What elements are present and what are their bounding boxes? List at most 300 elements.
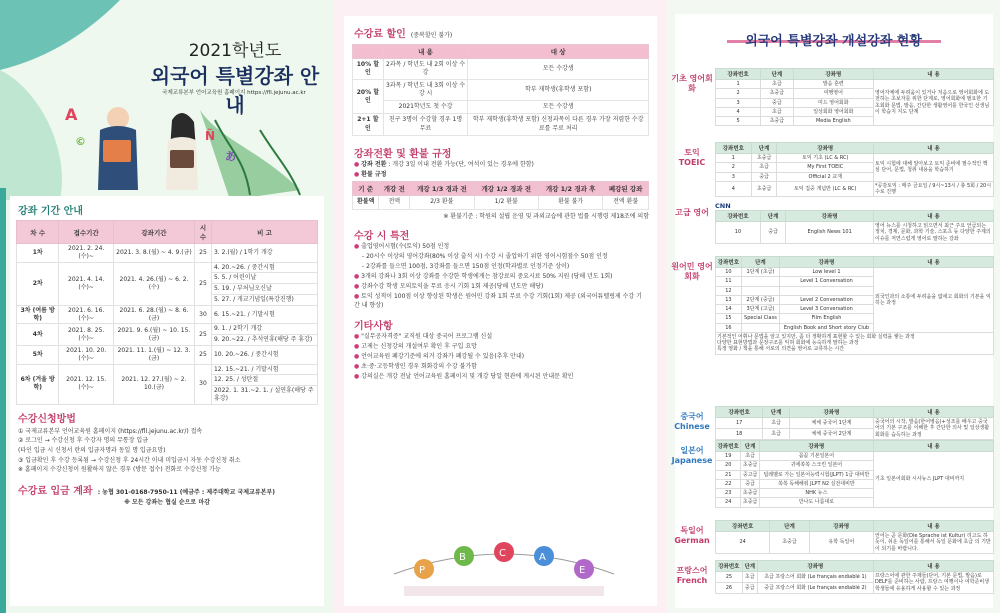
- schedule-cell: 2021. 2. 24.(수)~: [59, 244, 114, 263]
- course-desc-line: 특정 영화 / 책을 통해 서로의 의견을 영어로 교류하는 시간: [717, 346, 845, 353]
- course-cell: [780, 286, 874, 295]
- benefit-item: [354, 292, 647, 312]
- course-cell: 24: [716, 532, 770, 554]
- schedule-cell: 4차: [17, 324, 59, 346]
- course-header: 강좌명: [789, 407, 873, 418]
- schedule-note: 6. 15.~21. / 기말시험: [211, 305, 317, 324]
- course-cell: Level 3 Conversation: [780, 305, 874, 314]
- schedule-cell: 2021. 8. 25.(수)~: [59, 324, 114, 346]
- refund-header: 개강 1/2 경과 전: [474, 182, 538, 196]
- schedule-row: [17, 364, 318, 375]
- schedule-table: [16, 220, 318, 405]
- svg-text:C: C: [499, 548, 506, 559]
- schedule-note: 10. 20.~26. / 중간시험: [211, 345, 317, 364]
- course-cell: Film English: [780, 314, 874, 323]
- course-header: 강좌명: [759, 441, 873, 452]
- svg-text:あ: あ: [225, 150, 236, 163]
- schedule-row: [17, 345, 318, 364]
- course-cell: 초급: [763, 428, 790, 439]
- course-header-row: [716, 69, 994, 80]
- refund-cell: 전액 환불: [603, 196, 649, 209]
- course-cell: 초급: [763, 418, 790, 429]
- course-header: 단계: [742, 561, 757, 572]
- course-desc-line: 다양한 표현방법과 문장구조를 익혀 회화에 능숙하게 말하는 과정: [717, 340, 859, 346]
- hero-title: 외국어 특별강좌 안내: [150, 64, 320, 117]
- apply-step: ① 국제교류본부 언어교육원 홈페이지 (https://fll.jejunu.ac.kr/) 접속: [18, 427, 203, 435]
- course-header-row: [716, 521, 994, 532]
- schedule-cell: 2021. 12. 27.(월) ~ 2. 10.(금): [113, 364, 194, 404]
- schedule-card: [10, 196, 324, 606]
- benefits-card: 수강료 할인 (중복할인 불가) 내 용 대 상 10% 할인 2과목 / 학년도 내 2회 이상 수강 모든 수강생 20% 할인 3과목 / 학년도 내 3회 이상 수강 시 학부 재학생(휴학생 포함) 2021학년도 첫 수강 모든 수강생 2+1 할인 친구 3명이 수강할 경우 1명 무료 학부 재학생(휴학생 포함) 신청과목이 다른 경우 가장 저렴한 수강료를 무료 처리 강좌전환 및 환불 규정 ● 강좌 전환 : 개강 3일 이내 전환 가능(단, 여석이 있는 경우에 한함) ● 환불 규정 기 준 개강 전 개강 1/3 경과 전 개강 1/2 경과 전 개강 1/2 경과 후 폐강된 강좌 환불액 전액 2/3 환불 1/2 환불 환불 불가 전액 환불 ※ 환불기준 : 학원의 설립 운영 및 과외교습에 관한 법률 시행령 제18조에 의함 수강 시 특전 ● 출업영어시험(수(토익) 50점 인정 - 20시수 이상의 영어강좌(80% 이상 출석 시) 수강 시 졸업하기 위한 영어시험점수 50점 인정 - 2강좌를 들으면 100점, 3강좌를 들으면 150점 인정(학과별로 인정기준 상이) ● 3개의 강좌나 3회 이상 강좌를 수강한 학생에게는 참강료의 중요시료 50% 지원 (당해 년도 1회) ● 강좌수강 학생 모의토익을 무료 응시 기회 1회 제공(당해 년도만 해당) ● 토익 성적이 100점 이상 향상된 학생은 원어민 강좌 1회 무료 수강 기회(1회) 제공 (외국어튜텔링제 수강 기간 내 향상) 기타사항 ● "실무공자격증" 교직원 대상 중국어 프로그램 신설 ● 고제는 신청강의 개설여부 확인 후 구입 요망 ● 언어교육원 폐강기준에 의거 강좌가 폐강될 수 있음(추후 안내) ● 초·중·고등학생인 경우 회화강의 수강 불가함 ● 강의실은 개강 전날 언어교육원 홈페이지 및 개강 당일 현관에 게시된 안내문 확인 P B C A E: [344, 16, 657, 606]
- course-header-row: [716, 441, 994, 452]
- schedule-header: 강좌기간: [113, 221, 194, 244]
- etc-item: [354, 372, 647, 382]
- refund-header: 개강 1/3 경과 전: [410, 182, 474, 196]
- etc-item: [354, 362, 647, 372]
- course-cell: 3: [716, 172, 752, 181]
- discount-cell: 모든 수강생: [468, 59, 649, 80]
- course-cell: 10: [716, 222, 761, 244]
- course-row: [716, 572, 994, 583]
- course-cell: [741, 277, 779, 286]
- course-language: 프랑스어 French: [676, 566, 708, 585]
- course-table: [715, 406, 994, 440]
- discount-cell: 모든 수강생: [468, 101, 649, 114]
- etc-text: "실무공자격증" 교직원 대상 중국어 프로그램 신설: [361, 333, 493, 341]
- course-header: 강좌번호: [716, 143, 752, 154]
- bullet-icon: ●: [354, 333, 362, 341]
- bullet-icon: ●: [354, 272, 362, 280]
- course-cell: Level 1 Conversation: [780, 277, 874, 286]
- course-header: 강좌명: [786, 211, 874, 222]
- svg-text:E: E: [579, 565, 586, 576]
- benefit-item: [354, 282, 647, 292]
- account-label: 수강료 입금 계좌: [18, 485, 93, 497]
- course-cell: 발음 훈련: [793, 80, 873, 89]
- course-desc: 토익 시험에 대해 알아보고 토익 준비에 필수적인 핵심 단어, 문법, 청취 내용을 학습하기: [874, 154, 994, 182]
- course-cell: 3: [716, 98, 761, 107]
- course-header: 강좌번호: [716, 69, 761, 80]
- course-cell: Level 2 Conversation: [780, 295, 874, 304]
- schedule-cell: 3차 (여름 방학): [17, 305, 59, 324]
- course-cell: 중급: [751, 172, 777, 181]
- course-header: 강좌명: [793, 69, 873, 80]
- schedule-title: 강좌 기간 안내: [18, 206, 83, 217]
- course-header: 단계: [741, 441, 759, 452]
- discount-header: [353, 45, 384, 59]
- course-header: 강좌번호: [716, 561, 743, 572]
- course-cell: 쏙쏙 독해해줘 JLPT N2 실전대비반: [759, 479, 873, 488]
- course-cell: 16: [716, 323, 742, 332]
- course-header: 강좌명: [809, 521, 873, 532]
- course-cell: 귀에쏙쏙 스크린 일본어: [759, 461, 873, 470]
- discount-row: [353, 101, 649, 114]
- course-cell: 13: [716, 295, 742, 304]
- panel-overview: [0, 0, 334, 613]
- discount-header: 내 용: [383, 45, 468, 59]
- course-cell: 중급 프랑스어 회화 (Le français endiablé 2): [757, 582, 873, 593]
- schedule-cell: 25: [194, 262, 211, 305]
- course-desc: 중국어의 시작, 발음(한어병음)+성조를 배우고 중국어의 기본 구조를 이해한 후 간단한 의사 및 일상생활 회화를 습득하는 과정: [874, 418, 994, 440]
- bullet-icon: ●: [354, 363, 362, 371]
- schedule-cell: 25: [194, 345, 211, 364]
- refund-title: 강좌전환 및 환불 규정: [354, 148, 452, 160]
- benefit-text: - 20시수 이상의 영어강좌(80% 이상 출석 시) 수강 시 졸업하기 위한 영어시험점수 50점 인정: [362, 253, 608, 261]
- course-cell: 18: [716, 428, 763, 439]
- schedule-row: [17, 244, 318, 263]
- schedule-cell: 2021. 6. 16.(수)~: [59, 305, 114, 324]
- course-cell: 팁레벨로 가는 일본어능력시험(JLPT) 1급 대비반: [759, 470, 873, 479]
- course-cell: [741, 323, 779, 332]
- course-cell: 일상회화 영어회화: [793, 107, 873, 116]
- course-cell: 23: [716, 489, 741, 498]
- etc-text: 초·중·고등학생인 경우 회화강의 수강 불가함: [361, 363, 477, 371]
- course-cell: My First TOEIC: [777, 163, 874, 172]
- schedule-cell: 30: [194, 305, 211, 324]
- benefit-item: [354, 252, 647, 262]
- course-header: 강좌명: [757, 561, 873, 572]
- course-cell: 4: [716, 181, 752, 197]
- course-language: 토익 TOEIC: [678, 148, 706, 167]
- course-cell: 미드 영어회화: [793, 98, 873, 107]
- schedule-cell: 2021. 4. 14.(수)~: [59, 262, 114, 305]
- course-table: [715, 202, 994, 244]
- course-table: [715, 142, 994, 197]
- apply-step: (타인 입금 시 신청서 란의 입금자명과 동일 명 입금요망): [18, 446, 166, 454]
- hero-year: 2021학년도: [188, 41, 282, 61]
- svg-text:A: A: [65, 105, 78, 124]
- course-language: 원어민 영어 회화: [671, 262, 713, 281]
- course-cell: 2: [716, 163, 752, 172]
- bullet-icon: ●: [354, 292, 362, 300]
- course-cell: 초급: [741, 452, 759, 461]
- benefit-item: [354, 262, 647, 272]
- course-desc: 언어는 곧 문화(Die Sprache ist Kultur) 리고도 하듯이, 쉬운 독일어를 통해서 독일 문화에 초급 의 기반이 되기를 바랍니다.: [874, 532, 994, 554]
- course-cell: 초급: [742, 572, 757, 583]
- refund-cell: 2/3 환불: [410, 196, 474, 209]
- course-header: 내 용: [874, 407, 994, 418]
- course-cell: 14: [716, 305, 742, 314]
- transfer-text: : 개강 3일 이내 전환 가능(단, 여석이 있는 경우에 한함): [386, 160, 534, 168]
- course-header: 단계: [751, 143, 777, 154]
- discount-cell: 20% 할인: [353, 80, 384, 114]
- course-header: 강좌번호: [716, 211, 761, 222]
- schedule-cell: 2021. 10. 20.(수)~: [59, 345, 114, 364]
- course-table: [715, 560, 994, 594]
- benefit-text: - 2강좌를 들으면 100점, 3강좌를 들으면 150점 인정(학과별로 인정기준 상이): [362, 262, 570, 270]
- course-header-row: [716, 561, 994, 572]
- benefit-item: [354, 242, 647, 252]
- course-cell: 초중급: [751, 181, 777, 197]
- course-cell: 4: [716, 107, 761, 116]
- refund-header: 개강 전: [379, 182, 410, 196]
- benefit-text: 출업영어시험(수(토익) 50점 인정: [361, 243, 450, 251]
- course-header: 단계: [763, 407, 790, 418]
- course-table: [715, 68, 994, 126]
- course-cell: 3단계 (고급): [741, 305, 779, 314]
- course-header: 내 용: [874, 69, 994, 80]
- course-cell: 5: [716, 117, 761, 126]
- course-language: 고급 영어: [675, 208, 709, 217]
- transfer-label: 강좌 전환: [361, 160, 387, 168]
- course-cell: 중급: [741, 479, 759, 488]
- etc-item: [354, 352, 647, 362]
- schedule-cell: 1차: [17, 244, 59, 263]
- course-cell: 만나도 나름대로: [759, 498, 873, 507]
- course-cell: Media English: [793, 117, 873, 126]
- panel-benefits: [334, 0, 667, 613]
- schedule-note: 3. 2.(월) / 1학기 개강: [211, 244, 317, 263]
- course-cell: 중급: [760, 222, 785, 244]
- course-cell: English Book and Short story Club: [780, 323, 874, 332]
- course-header: 내 용: [874, 561, 994, 572]
- schedule-note: 4. 20.~26. / 중간시험: [211, 262, 317, 273]
- refund-table: [352, 181, 649, 209]
- svg-text:A: A: [539, 552, 546, 563]
- refund-cell: 전액: [379, 196, 410, 209]
- discount-row: [353, 114, 649, 135]
- course-header: 강좌번호: [716, 407, 763, 418]
- discount-title: 수강료 할인: [354, 29, 406, 40]
- svg-text:Ñ: Ñ: [205, 129, 216, 143]
- schedule-note: 9. 1. / 2학기 개강: [211, 324, 317, 335]
- bullet-icon: ●: [354, 372, 362, 380]
- course-header: 내 용: [874, 521, 994, 532]
- course-cell: 초중급: [770, 532, 809, 554]
- course-language: 일본어 Japanese: [671, 446, 713, 465]
- discount-cell: 학부 재학생(휴학생 포함): [468, 80, 649, 101]
- course-cell: 11: [716, 277, 742, 286]
- refund-cell: 환불액: [353, 196, 379, 209]
- course-header: 단계: [741, 257, 779, 268]
- course-header-row: [716, 211, 994, 222]
- course-cell: 1단계 (초급): [741, 268, 779, 277]
- course-row: [716, 80, 994, 89]
- etc-item: [354, 342, 647, 352]
- course-desc: 영어자체에 두려움이 있거나 처음으로 영어회화에 도전하는 초보자를 위한 단계로, 영어회화에 필요한 기초회화 문법, 발음, 간단한 생활영어를 한국인 선생님이 학습지 지도 단계: [874, 80, 994, 126]
- schedule-header: 차 수: [17, 221, 59, 244]
- etc-title: 기타사항: [354, 321, 393, 333]
- course-row: [716, 418, 994, 429]
- etc-text: 언어교육원 폐강기준에 의거 강좌가 폐강될 수 있음(추후 안내): [361, 353, 525, 361]
- discount-cell: 2과목 / 학년도 내 2회 이상 수강: [383, 59, 468, 80]
- course-row: [716, 181, 994, 197]
- apply-step: ※ 홈페이지 수강신청이 원활하지 않은 경우 (방문 접수) 전화로 수강신청 가능: [18, 466, 221, 474]
- course-table: [715, 256, 994, 355]
- benefit-title: 수강 시 특전: [354, 231, 410, 243]
- schedule-header: 비 고: [211, 221, 317, 244]
- schedule-row: [17, 305, 318, 324]
- schedule-note: 5. 19. / 부처님오신날: [211, 284, 317, 295]
- course-cell: 초급: [751, 163, 777, 172]
- course-cell: 20: [716, 461, 741, 470]
- bullet-icon: ●: [354, 282, 362, 290]
- bullet-icon: ●: [354, 353, 362, 361]
- bullet-icon: ●: [354, 243, 362, 251]
- schedule-note: 5. 27. / 개교기념일(특강진행): [211, 294, 317, 305]
- schedule-cell: 2021. 3. 8.(월) ~ 4. 9.(금): [113, 244, 194, 263]
- apply-title: 수강신청방법: [18, 413, 76, 425]
- course-cell: Low level 1: [780, 268, 874, 277]
- course-cell: 토익 집중 개념반 (LC & RC): [777, 181, 874, 197]
- course-row: [716, 452, 994, 461]
- course-cell: 2: [716, 89, 761, 98]
- schedule-cell: 2021. 6. 28.(월) ~ 8. 6.(금): [113, 305, 194, 324]
- course-language: 중국어 Chinese: [674, 412, 710, 431]
- panel-courses: [667, 0, 1000, 613]
- course-cell: 25: [716, 572, 743, 583]
- course-header: 내 용: [874, 257, 994, 268]
- course-cell: 12: [716, 286, 742, 295]
- schedule-cell: 25: [194, 244, 211, 263]
- svg-text:B: B: [459, 552, 466, 563]
- refund-cell: 환불 불가: [538, 196, 602, 209]
- course-cell: 초중급: [742, 499, 758, 506]
- schedule-cell: 2021. 9. 6.(월) ~ 10. 15.(금): [113, 324, 194, 346]
- benefit-list: [354, 242, 647, 311]
- course-cell: 유학 독일어: [809, 532, 873, 554]
- course-cell: 여행영어: [793, 89, 873, 98]
- apply-steps: [18, 427, 316, 475]
- course-cell: 19: [716, 452, 741, 461]
- discount-cell: 친구 3명이 수강할 경우 1명 무료: [383, 114, 468, 135]
- etc-text: 고제는 신청강의 개설여부 확인 후 구입 요망: [361, 343, 477, 351]
- course-header: 단계: [761, 69, 794, 80]
- course-cell: 10: [716, 268, 742, 277]
- course-cell: 초중급: [761, 117, 794, 126]
- course-cell: 1: [716, 80, 761, 89]
- refund-header: 기 준: [353, 182, 379, 196]
- refund-rule-label: 환불 규정: [361, 170, 387, 178]
- refund-header: 개강 1/2 경과 후: [538, 182, 602, 196]
- course-cell: 초중급: [742, 490, 758, 496]
- course-cell: 중급: [742, 582, 757, 593]
- course-cell: 꼼꼼 기본일본어: [759, 452, 873, 461]
- course-row: [716, 332, 994, 354]
- course-cell: 체체 중국어 1단계: [789, 418, 873, 429]
- schedule-note: 9. 20.~22. / 추석연휴(해당 주 휴강): [211, 335, 317, 346]
- course-table: [715, 440, 994, 508]
- account-value: : 농협 301-0168-7950-11 (예금주 : 제주대학교 국제교류본부): [97, 488, 275, 496]
- bullet-icon: ●: [354, 343, 362, 351]
- svg-text:©: ©: [75, 135, 86, 148]
- course-cell: 체체 중국어 2단계: [789, 428, 873, 439]
- account-note: ※ 모든 강좌는 협실 순으로 마감: [124, 498, 210, 506]
- course-header: 내 용: [874, 441, 994, 452]
- course-header: 강좌번호: [716, 257, 742, 268]
- discount-cell: 10% 할인: [353, 59, 384, 80]
- schedule-row: [17, 324, 318, 335]
- course-cell: 초중급: [761, 89, 794, 98]
- letters-decoration: [384, 514, 624, 604]
- course-header: 단계: [770, 521, 809, 532]
- etc-text: 강의실은 개강 전날 언어교육원 홈페이지 및 개강 당일 현관에 게시된 안내문 확인: [361, 372, 574, 380]
- schedule-cell: 2021. 11. 1.(월) ~ 12. 3.(금): [113, 345, 194, 364]
- schedule-cell: 25: [194, 324, 211, 346]
- course-cell: 초중급: [742, 462, 758, 469]
- course-row: [716, 222, 994, 244]
- course-cell: 토익 기초 (LC & RC): [777, 154, 874, 163]
- course-cell: 2단계 (중급): [741, 295, 779, 304]
- course-cell: English News 101: [786, 222, 874, 244]
- course-cell: Special Class: [741, 314, 779, 323]
- course-row: [716, 154, 994, 163]
- discount-row: [353, 80, 649, 101]
- course-caption: CNN: [715, 202, 731, 210]
- course-cell: 22: [716, 479, 741, 488]
- course-cell: NHK 뉴스: [759, 489, 873, 498]
- course-extra: *공감토익 : 매주 금요일 / 9시~13시 / 총 5회 / 20시수로 진행: [874, 181, 994, 197]
- course-table: [715, 520, 994, 554]
- refund-footnote: ※ 환불기준 : 학원의 설립 운영 및 과외교습에 관한 법률 시행령 제18조에 의함: [443, 212, 649, 220]
- discount-cell: 2021학년도 첫 수강: [383, 101, 468, 114]
- hero-subtitle: 국제교류본부 언어교육원 홈페이지 https://fll.jejunu.ac.kr: [162, 90, 306, 96]
- benefit-item: [354, 272, 647, 282]
- course-cell: 초급: [761, 107, 794, 116]
- schedule-cell: 2021. 12. 15.(수)~: [59, 364, 114, 404]
- schedule-cell: 30: [194, 364, 211, 404]
- svg-text:P: P: [419, 565, 426, 576]
- discount-cell: 학부 재학생(휴학생 포함) 신청과목이 다른 경우 가장 저렴한 수강료를 무료 처리: [468, 114, 649, 135]
- course-language: 독일어 German: [674, 526, 710, 545]
- course-cell: [741, 286, 779, 295]
- course-cell: 중고급: [742, 471, 758, 478]
- discount-header: 대 상: [468, 45, 649, 59]
- course-header: 단계: [760, 211, 785, 222]
- course-header: 내 용: [874, 143, 994, 154]
- refund-header: 폐강된 강좌: [603, 182, 649, 196]
- apply-step: ② 로그인 → 수강신청 후 수강자 명의 무통장 입금: [18, 437, 148, 445]
- course-cell: 17: [716, 418, 763, 429]
- etc-item: [354, 332, 647, 342]
- course-cell: 24: [716, 498, 741, 507]
- benefit-text: 3개의 강좌나 3회 이상 강좌를 수강한 학생에게는 참강료의 중요시료 50% 지원 (당해 년도 1회): [361, 272, 613, 280]
- schedule-note: 12. 25. / 성탄절: [211, 375, 317, 386]
- course-desc-line: 기본적인 어휘나 문법을 알고 있지만, 좀 더 정확하게 표현할 수 있는 회화 실력을 쌓는 과정: [717, 333, 915, 340]
- course-cell: 15: [716, 314, 742, 323]
- schedule-note: 5. 5. / 어린이날: [211, 273, 317, 284]
- discount-cell: 3과목 / 학년도 내 3회 이상 수강 시: [383, 80, 468, 101]
- course-header: 강좌번호: [716, 521, 770, 532]
- course-desc: 외국인과의 소통에 두려움을 없애고 회화의 기본을 익히는 과정: [874, 268, 994, 333]
- course-cell: 초급 프랑스어 회화 (Le français endiablé 1): [757, 572, 873, 583]
- course-row: [716, 268, 994, 277]
- course-header: 강좌명: [780, 257, 874, 268]
- course-desc: 프랑스어에 관한 주제들(단어, 기본 문법, 발음)로 DELF를 준비하는 사람, 프랑스 여행이나 여학준비생 학생들에 유용하게 사용할 수 있는 과정: [874, 572, 994, 594]
- course-header-row: [716, 407, 994, 418]
- schedule-note: 2022. 1. 31.~2. 1. / 설연휴(해당 주 휴강): [211, 386, 317, 405]
- courses-title: 외국어 특별강좌 개설강좌 현황: [745, 34, 922, 49]
- course-desc-extra: [716, 332, 994, 354]
- course-cell: 21: [716, 470, 741, 479]
- course-header: 강좌명: [777, 143, 874, 154]
- benefit-text: 강좌수강 학생 모의토익을 무료 응시 기회 1회 제공(당해 년도만 해당): [361, 282, 544, 290]
- refund-cell: 1/2 환불: [474, 196, 538, 209]
- schedule-cell: 5차: [17, 345, 59, 364]
- side-strip: [0, 188, 6, 613]
- course-header: 내 용: [874, 211, 994, 222]
- discount-subtitle: (중복할인 불가): [410, 32, 453, 39]
- discount-table: [352, 44, 649, 136]
- schedule-cell: 2021. 4. 26.(월) ~ 6. 2.(수): [113, 262, 194, 305]
- discount-cell: 2+1 할인: [353, 114, 384, 135]
- course-cell: 초중급: [751, 154, 777, 163]
- schedule-header: 접수기간: [59, 221, 114, 244]
- course-cell: 초급: [761, 80, 794, 89]
- benefit-text: 토익 성적이 100점 이상 향상된 학생은 원어민 강좌 1회 무료 수강 기회(1회) 제공 (외국어튜텔링제 수강 기간 내 향상): [354, 292, 642, 310]
- course-header-row: [716, 143, 994, 154]
- schedule-header: 시 수: [194, 221, 211, 244]
